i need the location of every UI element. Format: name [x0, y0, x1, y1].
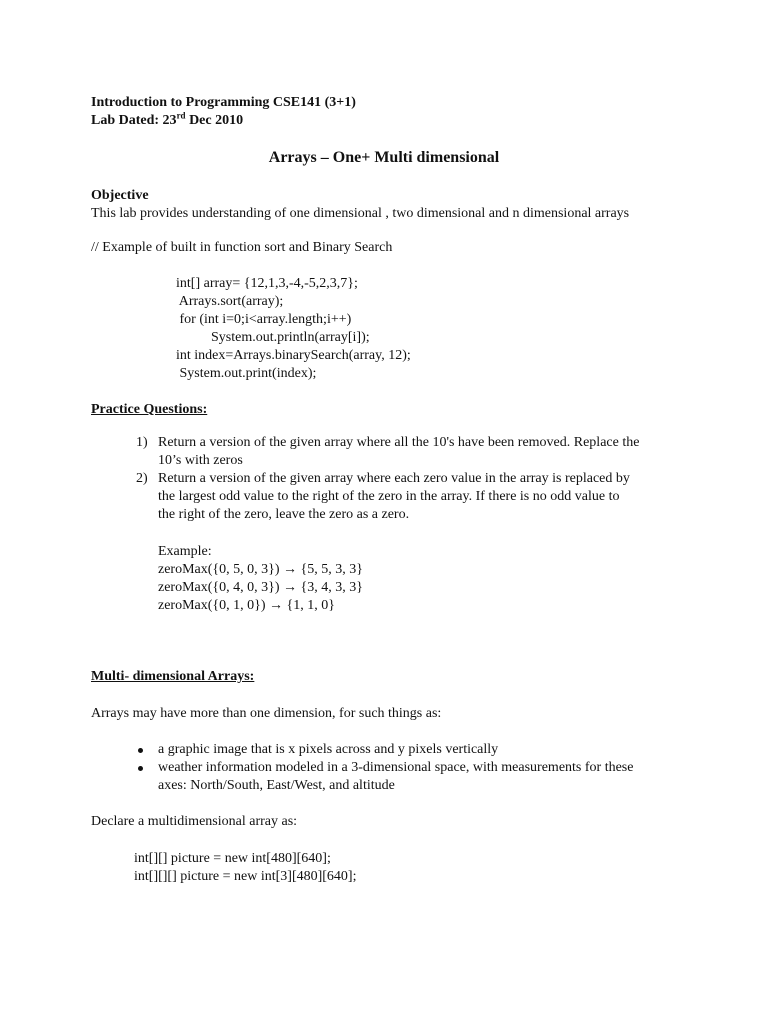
code-line: System.out.println(array[i]);	[176, 330, 370, 345]
objective-text: This lab provides understanding of one dimensional , two dimensional and n dimensional arrays	[91, 206, 630, 221]
code-line: int index=Arrays.binarySearch(array, 12);	[176, 348, 411, 363]
code-line: System.out.print(index);	[176, 366, 317, 381]
bullet-icon	[138, 766, 143, 771]
question-item	[136, 470, 696, 524]
code-line: int[][] picture = new int[480][640];	[134, 851, 331, 866]
bullet-icon	[138, 748, 143, 753]
example-list	[158, 561, 363, 615]
code-line: int[][][] picture = new int[3][480][640];	[134, 869, 357, 884]
example-line: zeroMax({0, 4, 0, 3}) → {3, 4, 3, 3}	[158, 580, 363, 595]
lab-date-ordinal: rd	[176, 110, 186, 121]
example-line: zeroMax({0, 1, 0}) → {1, 1, 0}	[158, 598, 335, 613]
question-line: 10’s with zeros	[158, 453, 243, 468]
code-line: Arrays.sort(array);	[176, 294, 284, 309]
multi-bullet-list	[136, 741, 696, 795]
code-line: for (int i=0;i<array.length;i++)	[176, 312, 352, 327]
question-line: the right of the zero, leave the zero as a zero.	[158, 507, 410, 522]
lab-date-suffix: Dec 2010	[185, 113, 244, 128]
question-line: Return a version of the given array where each zero value in the array is replaced by	[158, 471, 630, 486]
code-block-sort-search	[176, 275, 411, 383]
question-number: 2)	[136, 471, 148, 486]
question-number: 1)	[136, 435, 148, 450]
multi-heading: Multi- dimensional Arrays:	[91, 669, 255, 684]
multi-intro: Arrays may have more than one dimension, for such things as:	[91, 706, 442, 721]
course-title: Introduction to Programming CSE141 (3+1)	[91, 95, 356, 110]
example-line: zeroMax({0, 5, 0, 3}) → {5, 5, 3, 3}	[158, 562, 363, 577]
example-comment: // Example of built in function sort and Binary Search	[91, 240, 393, 255]
bullet-line: weather information modeled in a 3-dimensional space, with measurements for these	[158, 760, 634, 775]
lab-date-prefix: Lab Dated: 23	[91, 113, 177, 128]
practice-question-list	[136, 434, 696, 524]
practice-heading: Practice Questions:	[91, 402, 208, 417]
question-line: the largest odd value to the right of the zero in the array. If there is no odd value to	[158, 489, 620, 504]
question-line: Return a version of the given array where all the 10's have been removed. Replace the	[158, 435, 640, 450]
code-block-multidim	[134, 850, 356, 886]
bullet-item	[136, 741, 696, 759]
lab-date	[91, 112, 243, 130]
bullet-item	[136, 759, 696, 795]
code-line: int[] array= {12,1,3,-4,-5,2,3,7};	[176, 276, 358, 291]
declare-text: Declare a multidimensional array as:	[91, 814, 298, 829]
bullet-line: a graphic image that is x pixels across and y pixels vertically	[158, 742, 499, 757]
objective-heading: Objective	[91, 188, 149, 203]
example-label: Example:	[158, 544, 212, 559]
page-title: Arrays – One+ Multi dimensional	[268, 149, 500, 166]
bullet-line: axes: North/South, East/West, and altitude	[158, 778, 395, 793]
question-item	[136, 434, 696, 470]
